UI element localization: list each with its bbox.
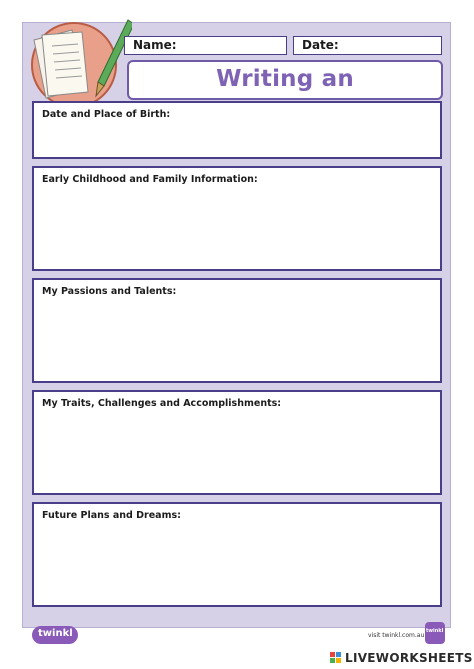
- section-label: My Passions and Talents:: [42, 286, 177, 297]
- worksheet-title-box: [127, 60, 443, 100]
- liveworksheets-watermark: LIVEWORKSHEETS: [345, 651, 473, 665]
- twinkl-badge-text: twinkl: [426, 628, 444, 634]
- section-future[interactable]: [32, 502, 442, 607]
- section-traits[interactable]: [32, 390, 442, 495]
- twinkl-logo: [32, 626, 78, 644]
- section-label: My Traits, Challenges and Accomplishments:: [42, 398, 282, 409]
- section-label: Early Childhood and Family Information:: [42, 174, 258, 185]
- name-label: Name:: [133, 38, 177, 52]
- writing-paper-illustration: [12, 10, 132, 110]
- liveworksheets-icon: [330, 652, 342, 664]
- section-label: Date and Place of Birth:: [42, 109, 171, 120]
- name-field[interactable]: [124, 36, 287, 55]
- visit-text: visit twinkl.com.au: [368, 632, 425, 639]
- date-field[interactable]: [293, 36, 442, 55]
- date-label: Date:: [302, 38, 339, 52]
- twinkl-logo-text: twinkl: [38, 628, 73, 639]
- section-birth[interactable]: [32, 101, 442, 159]
- section-passions[interactable]: [32, 278, 442, 383]
- section-childhood[interactable]: [32, 166, 442, 271]
- section-label: Future Plans and Dreams:: [42, 510, 181, 521]
- twinkl-badge: [425, 622, 445, 644]
- worksheet-title: Writing an: [216, 66, 354, 92]
